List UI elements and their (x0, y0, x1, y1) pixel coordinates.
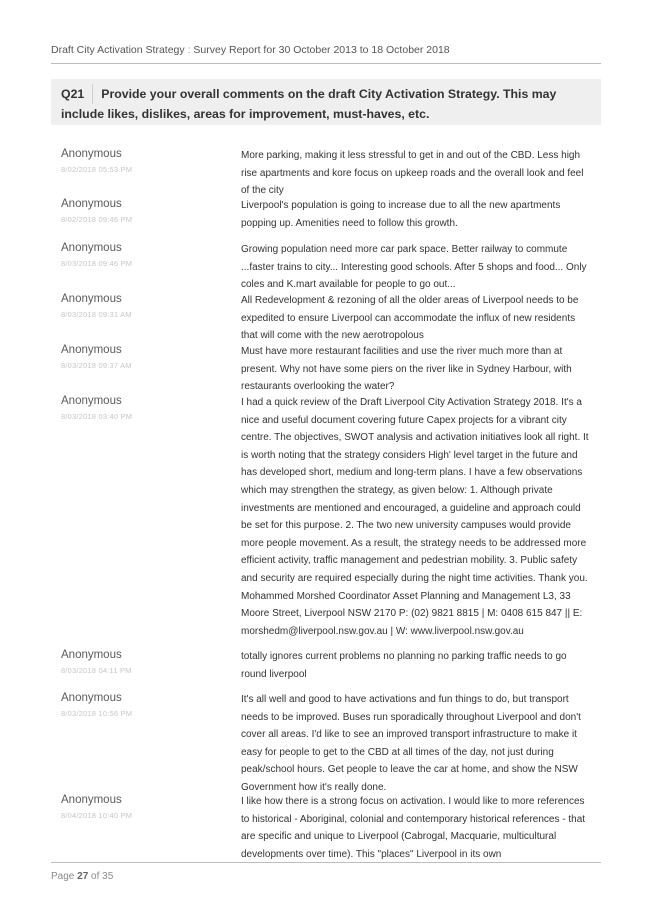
respondent-name: Anonymous (61, 293, 122, 305)
response-text: Growing population need more car park space. Better railway to commute ...faster trains to city... Interesting good schools. After 5 shops and food... Only coles and K.mart available for people to go out... (241, 244, 587, 291)
response-date: 8/02/2018 09:46 PM (61, 215, 133, 224)
page-label: Page (51, 871, 75, 882)
response-date: 8/02/2018 05:53 PM (61, 165, 133, 174)
respondent-name: Anonymous (61, 148, 122, 160)
response-date: 8/03/2018 09:37 AM (61, 361, 132, 370)
respondent-name: Anonymous (61, 692, 122, 704)
report-subtitle: Survey Report for 30 October 2013 to 18 October 2018 (193, 44, 450, 56)
question-box (51, 79, 601, 125)
response-text: Must have more restaurant facilities and use the river much more than at present. Why not have some piers on the river like in Sydney Harbour, with restaurants overlooking the water? (241, 346, 572, 393)
respondent-name: Anonymous (61, 794, 122, 806)
page-number: 27 (77, 871, 89, 882)
page-of: of (91, 871, 100, 882)
report-title: Draft City Activation Strategy (51, 44, 185, 56)
header-divider (51, 63, 601, 64)
response-text: I like how there is a strong focus on activation. I would like to more references to historical - Aboriginal, colonial and contemporary historical references - that are specific and unique to Liverpool (Cabrogal, Macquarie, multicultural developments over time). This "places" Liverpool in its own (241, 796, 586, 860)
header-separator: : (187, 44, 191, 56)
response-text: Liverpool's population is going to increase due to all the new apartments popping up. Amenities need to follow this growth. (241, 200, 561, 229)
respondent-name: Anonymous (61, 344, 122, 356)
respondent-name: Anonymous (61, 649, 122, 661)
report-header (51, 44, 450, 56)
footer-divider (51, 862, 601, 863)
question-heading (61, 84, 593, 124)
question-text: Provide your overall comments on the draft City Activation Strategy. This may include likes, dislikes, areas for improvement, must-haves, etc. (61, 87, 557, 121)
response-text: All Redevelopment & rezoning of all the older areas of Liverpool needs to be expedited to ensure Liverpool can accommodate the influx of new residents that will come with the new aerotropolous (241, 295, 579, 342)
response-date: 8/03/2018 10:56 PM (61, 709, 133, 718)
response-text: totally ignores current problems no planning no parking traffic needs to go round liverpool (241, 651, 567, 680)
respondent-name: Anonymous (61, 395, 122, 407)
page-total: 35 (102, 871, 114, 882)
response-date: 8/03/2018 09:31 AM (61, 310, 132, 319)
respondent-name: Anonymous (61, 242, 122, 254)
response-date: 8/03/2018 09:46 PM (61, 259, 133, 268)
respondent-name: Anonymous (61, 198, 122, 210)
response-date: 8/03/2018 03:40 PM (61, 412, 133, 421)
response-date: 8/03/2018 04:11 PM (61, 666, 132, 675)
response-text: I had a quick review of the Draft Liverpool City Activation Strategy 2018. It's a nice and useful document covering future Capex projects for a vibrant city centre. The objectives, SWOT analysis and activation initiatives look all right. It is worth noting that the strategy considers High' level target in the future and has developed short, medium and long-term plans. I have a few observations which may strengthen the strategy, as given below: 1. Although private investments are mentioned and encouraged, a guideline and approach could be set for this purpose. 2. The two new university campuses would provide more people movement. As a result, the strategy needs to be addressed more efficient activity, traffic management and pedestrian mobility. 3. Public safety and security are required especially during the night time activities. Thank you. Mohammed Morshed Coordinator Asset Planning and Management L3, 33 Moore Street, Liverpool NSW 2170 P: (02) 9821 8815 | M: 0408 615 847 || E: morshedm@liverpool.nsw.gov.au | W: www.liverpool.nsw.gov.au (241, 397, 589, 637)
question-number: Q21 (61, 84, 93, 104)
page-footer (51, 871, 113, 882)
response-date: 8/04/2018 10:40 PM (61, 811, 133, 820)
response-text: More parking, making it less stressful to get in and out of the CBD. Less high rise apartments and kore focus on upkeep roads and the overall look and feel of the city (241, 150, 584, 197)
response-text: It's all well and good to have activations and fun things to do, but transport needs to be improved. Buses run sporadically throughout Liverpool and don't cover all areas. I'd like to see an improved transport infrastructure to make it easy for people to get to the CBD at all times of the day, not just during peak/school hours. Get people to leave the car at home, and show the NSW Government how it's really done. (241, 694, 581, 793)
